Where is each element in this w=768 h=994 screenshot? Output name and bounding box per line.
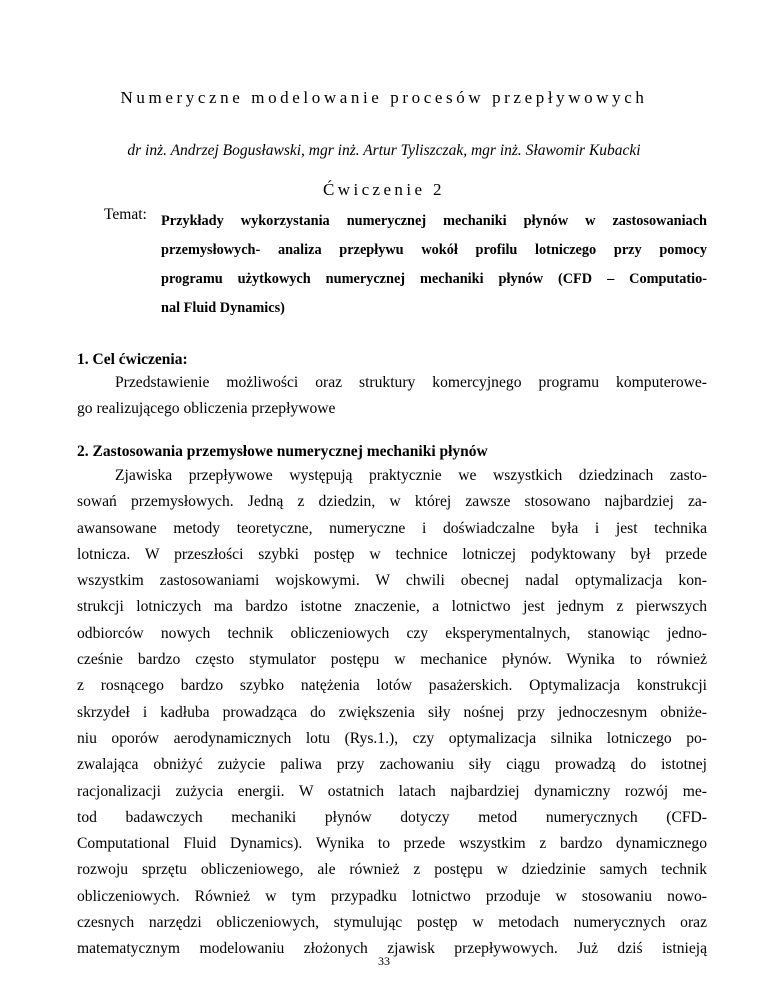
paragraph-line: z rosnącego bardzo szybko natężenia lotów pasażerskich. Optymalizacja konstrukcji	[77, 677, 707, 695]
paragraph-line: rozwoju sprzętu obliczeniowego, ale również z postępu w dziedzinie samych technik	[77, 861, 707, 879]
paragraph-line: obliczeniowych. Również w tym przypadku lotnictwo przoduje w stosowaniu nowo-	[77, 887, 707, 905]
paragraph-line: racjonalizacji zużycia energii. W ostatnich latach najbardziej dynamiczny rozwój me-	[77, 782, 707, 800]
paragraph-line: zwalająca obniżyć zużycie paliwa przy zachowaniu siły ciągu prowadzą do istotnej	[77, 756, 707, 774]
topic-label: Temat:	[104, 206, 147, 223]
paragraph-line: awansowane metody teoretyczne, numeryczne i doświadczalne była i jest technika	[77, 519, 707, 537]
paragraph-line: sowań przemysłowych. Jedną z dziedzin, w której zawsze stosowano najbardziej za-	[77, 493, 707, 511]
paragraph-line: lotnicza. W przeszłości szybki postęp w technice lotniczej podyktowany był przede	[77, 545, 707, 563]
page-number: 33	[378, 954, 390, 968]
topic-text	[161, 207, 707, 323]
paragraph-line: Przedstawienie możliwości oraz struktury komercyjnego programu komputerowe-	[115, 374, 707, 391]
paragraph-line: tod badawczych mechaniki płynów dotyczy metod numerycznych (CFD-	[77, 808, 707, 826]
paragraph-line: strukcji lotniczych ma bardzo istotne znaczenie, a lotnictwo jest jednym z pierwszych	[77, 598, 707, 616]
section-2-paragraph	[77, 463, 707, 963]
paragraph-line: wszystkim zastosowaniami wojskowymi. W chwili obecnej nadal optymalizacja kon-	[77, 572, 707, 590]
paragraph-line: go realizującego obliczenia przepływowe	[77, 400, 336, 418]
paragraph-line: niu oporów aerodynamicznych lotu (Rys.1.), czy optymalizacja silnika lotniczego po-	[77, 729, 707, 747]
authors-line: dr inż. Andrzej Bogusławski, mgr inż. Artur Tyliszczak, mgr inż. Sławomir Kubacki	[127, 142, 641, 159]
paragraph-line: czesnych narzędzi obliczeniowych, stymulując postęp w metodach numerycznych oraz	[77, 914, 707, 932]
topic-line: nal Fluid Dynamics)	[161, 300, 285, 316]
topic-line: Przykłady wykorzystania numerycznej mechaniki płynów w zastosowaniach	[161, 213, 707, 229]
document-title: Numeryczne modelowanie procesów przepływowych	[120, 88, 648, 107]
exercise-heading: Ćwiczenie 2	[323, 180, 445, 199]
topic-line: programu użytkowych numerycznej mechaniki płynów (CFD – Computatio-	[161, 271, 707, 287]
topic-line: przemysłowych- analiza przepływu wokół profilu lotniczego przy pomocy	[161, 242, 707, 258]
paragraph-line: odbiorców nowych technik obliczeniowych czy eksperymentalnych, stanowiąc jedno-	[77, 624, 707, 642]
paragraph-line: Computational Fluid Dynamics). Wynika to przede wszystkim z bardzo dynamicznego	[77, 835, 707, 853]
section-1-heading: 1. Cel ćwiczenia:	[77, 351, 188, 368]
paragraph-line: cześnie bardzo często stymulator postępu w mechanice płynów. Wynika to również	[77, 651, 707, 669]
paragraph-line: skrzydeł i kadłuba prowadząca do zwiększenia siły nośnej przy jednoczesnym obniże-	[77, 703, 707, 721]
section-2-heading: 2. Zastosowania przemysłowe numerycznej mechaniki płynów	[77, 443, 488, 460]
paragraph-line: Zjawiska przepływowe występują praktycznie we wszystkich dziedzinach zasto-	[115, 467, 707, 484]
section-1-paragraph	[77, 370, 707, 423]
paragraph-line: matematycznym modelowaniu złożonych zjawisk przepływowych. Już dziś istnieją	[77, 940, 707, 958]
